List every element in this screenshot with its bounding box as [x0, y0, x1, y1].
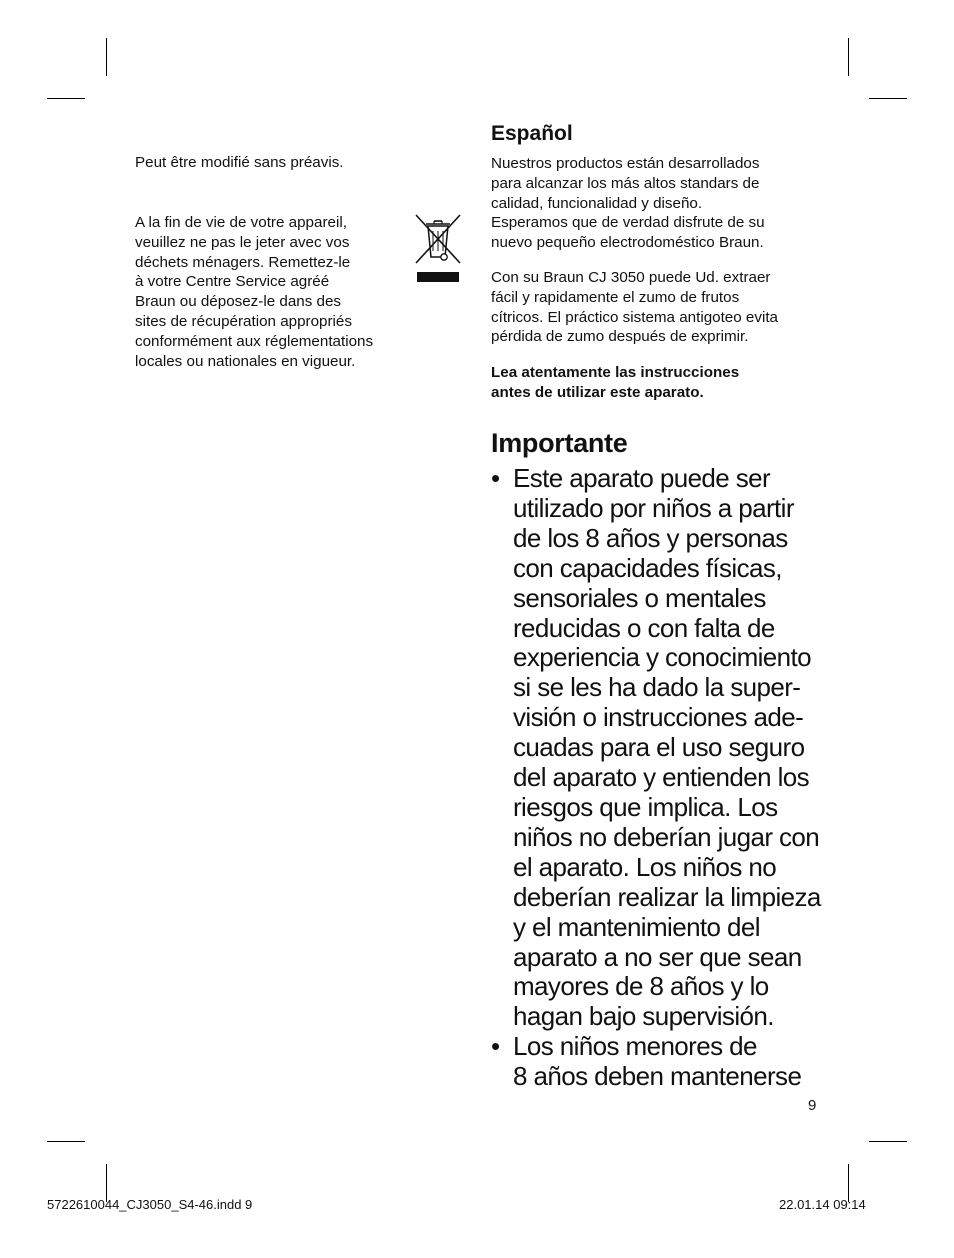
text-line: Nuestros productos están desarrollados — [491, 155, 760, 172]
text-line: veuillez ne pas le jeter avec vos — [135, 233, 350, 251]
intro-paragraph — [491, 154, 831, 253]
text-line: Lea atentamente las instrucciones — [491, 364, 740, 381]
bullet-icon: • — [491, 1031, 500, 1061]
text-line: riesgos que implica. Los — [513, 791, 778, 822]
crop-mark — [47, 1141, 85, 1142]
text-line: nuevo pequeño electrodoméstico Braun. — [491, 234, 764, 252]
text-line: sensoriales o mentales — [513, 582, 766, 613]
text-line: pérdida de zumo después de exprimir. — [491, 328, 749, 346]
text-line: experiencia y conocimiento — [513, 642, 812, 673]
text-line: Los niños menores de — [513, 1031, 757, 1061]
text-line: de los 8 años y personas — [513, 522, 788, 553]
important-heading: Importante — [491, 428, 628, 458]
bullet-item — [491, 464, 831, 1032]
french-note: Peut être modifié sans préavis. — [135, 154, 344, 171]
text-line: con capacidades físicas, — [513, 552, 782, 583]
text-line: mayores de 8 años y lo — [513, 971, 769, 1002]
text-line: niños no deberían jugar con — [513, 821, 820, 852]
crop-mark — [106, 38, 107, 76]
text-line: Esperamos que de verdad disfrute de su — [491, 214, 765, 232]
text-line: Con su Braun CJ 3050 puede Ud. extraer — [491, 269, 771, 286]
text-line: utilizado por niños a partir — [513, 492, 794, 523]
bullet-item — [491, 1032, 831, 1092]
text-line: A la fin de vie de votre appareil, — [135, 214, 347, 231]
crop-mark — [869, 1141, 907, 1142]
text-line: conformément aux réglementations — [135, 332, 374, 350]
text-line: fácil y rapidamente el zumo de frutos — [491, 288, 740, 306]
bullet-text — [513, 1032, 831, 1092]
text-line: para alcanzar los más altos standars de — [491, 174, 760, 192]
text-line: cuadas para el uso seguro — [513, 732, 805, 763]
text-line: sites de récupération appropriés — [135, 312, 352, 330]
text-line: y el mantenimiento del — [513, 911, 760, 942]
text-line: aparato a no ser que sean — [513, 941, 802, 972]
crop-mark — [47, 98, 85, 99]
text-line: locales ou nationales en vigueur. — [135, 352, 356, 370]
text-line: Braun ou déposez-le dans des — [135, 293, 342, 311]
french-disposal-text — [135, 213, 425, 371]
footer-date: 22.01.14 09:14 — [779, 1197, 866, 1212]
crop-mark — [848, 38, 849, 76]
bullet-icon: • — [491, 463, 500, 493]
text-line: antes de utilizar este aparato. — [491, 383, 704, 401]
product-paragraph — [491, 268, 831, 347]
text-line: déchets ménagers. Remettez-le — [135, 253, 351, 271]
text-line: Este aparato puede ser — [513, 463, 771, 493]
text-line: visión o instrucciones ade- — [513, 702, 804, 733]
text-line: cítricos. El práctico sistema antigoteo evita — [491, 308, 778, 326]
text-line: hagan bajo supervisión. — [513, 1001, 774, 1032]
text-line: 8 años deben mantenerse — [513, 1060, 802, 1091]
crop-mark — [869, 98, 907, 99]
footer-file-info: 5722610044_CJ3050_S4-46.indd 9 — [47, 1197, 253, 1212]
text-line: calidad, funcionalidad y diseño. — [491, 194, 703, 212]
text-line: reducidas o con falta de — [513, 612, 775, 643]
text-line: à votre Centre Service agréé — [135, 273, 330, 291]
text-line: el aparato. Los niños no — [513, 851, 777, 882]
instructions-notice — [491, 363, 831, 403]
section-title: Español — [491, 122, 573, 145]
bullet-text — [513, 464, 831, 1032]
text-line: deberían realizar la limpieza — [513, 881, 821, 912]
page-number: 9 — [808, 1097, 817, 1114]
text-line: del aparato y entienden los — [513, 762, 810, 793]
crossed-out-wheelie-bin-icon — [413, 213, 463, 285]
text-line: si se les ha dado la super- — [513, 672, 801, 703]
